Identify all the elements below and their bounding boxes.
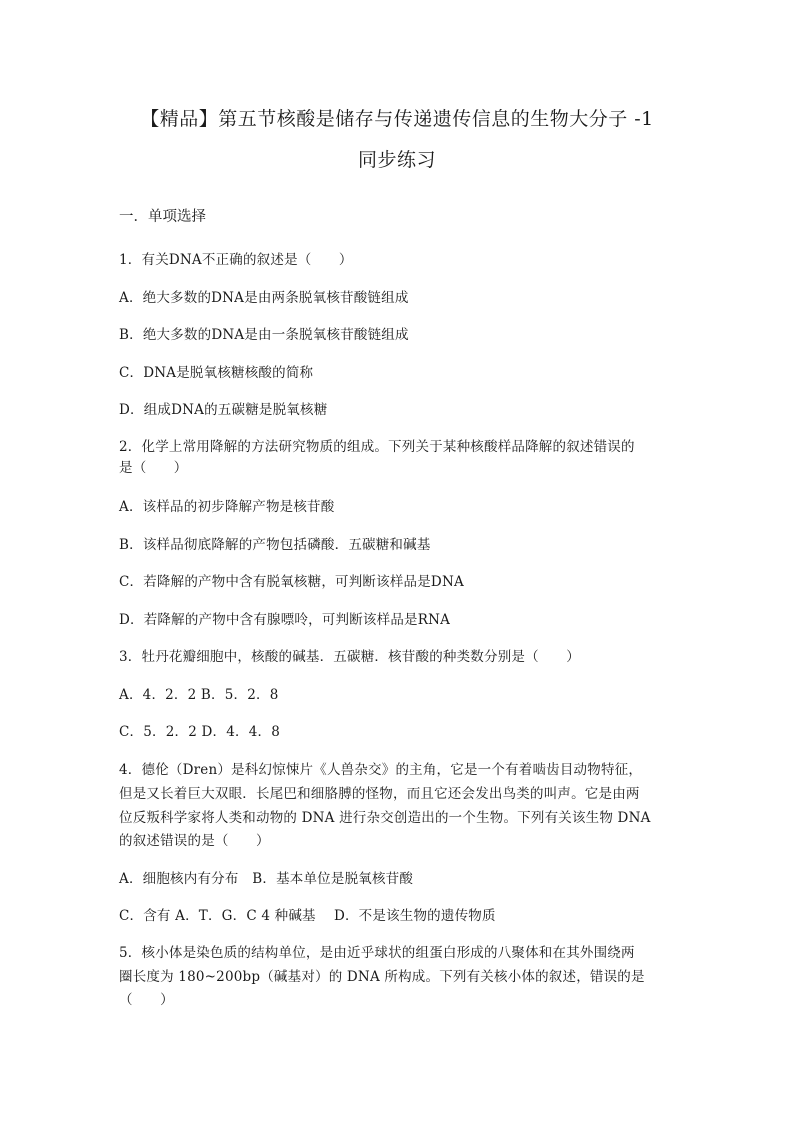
question-3-option-ab: A．4．2．2 B．5．2．8 [119, 687, 279, 703]
question-5-stem-line-2: 圈长度为 180~200bp（碱基对）的 DNA 所构成。下列有关核小体的叙述，错误的是 [119, 969, 645, 985]
question-1-option-d: D．组成DNA的五碳糖是脱氧核糖 [119, 402, 328, 418]
question-4-stem-line-4: 的叙述错误的是（ ） [119, 833, 270, 849]
document-title-line-1: 【精品】第五节核酸是储存与传递遗传信息的生物大分子 -1 [140, 108, 654, 130]
question-4-option-cd: C．含有 A．T．G．C 4 种碱基 D．不是该生物的遗传物质 [119, 908, 496, 924]
question-2-stem-line-2: 是（ ） [119, 460, 188, 476]
section-heading: 一．单项选择 [119, 209, 206, 225]
question-2-option-a: A．该样品的初步降解产物是核苷酸 [119, 499, 335, 515]
question-1-stem: 1．有关DNA不正确的叙述是（ ） [119, 252, 353, 268]
document-title-line-2: 同步练习 [357, 149, 436, 171]
question-1-option-c: C．DNA是脱氧核糖核酸的简称 [119, 365, 314, 381]
question-3-stem: 3．牡丹花瓣细胞中，核酸的碱基．五碳糖．核苷酸的种类数分别是（ ） [119, 649, 580, 665]
question-2-stem-line-1: 2．化学上常用降解的方法研究物质的组成。下列关于某种核酸样品降解的叙述错误的 [119, 439, 635, 455]
question-4-stem-line-3: 位反叛科学家将人类和动物的 DNA 进行杂交创造出的一个生物。下列有关该生物 DNA [119, 810, 651, 826]
question-3-option-cd: C．5．2．2 D．4．4．8 [119, 724, 280, 740]
question-5-stem-line-3: （ ） [119, 992, 174, 1008]
question-2-option-b: B．该样品彻底降解的产物包括磷酸．五碳糖和碱基 [119, 537, 431, 553]
question-2-option-d: D．若降解的产物中含有腺嘌呤，可判断该样品是RNA [119, 612, 451, 628]
question-4-option-ab: A．细胞核内有分布 B．基本单位是脱氧核苷酸 [119, 871, 414, 887]
question-2-option-c: C．若降解的产物中含有脱氧核糖，可判断该样品是DNA [119, 574, 464, 590]
question-5-stem-line-1: 5．核小体是染色质的结构单位，是由近乎球状的组蛋白形成的八聚体和在其外围绕两 [119, 945, 635, 961]
question-1-option-a: A．绝大多数的DNA是由两条脱氧核苷酸链组成 [119, 290, 409, 306]
question-4-stem-line-2: 但是又长着巨大双眼．长尾巴和细胳膊的怪物，而且它还会发出鸟类的叫声。它是由两 [119, 786, 640, 802]
question-1-option-b: B．绝大多数的DNA是由一条脱氧核苷酸链组成 [119, 327, 409, 343]
question-4-stem-line-1: 4．德伦（Dren）是科幻惊悚片《人兽杂交》的主角，它是一个有着啮齿目动物特征， [119, 762, 643, 778]
